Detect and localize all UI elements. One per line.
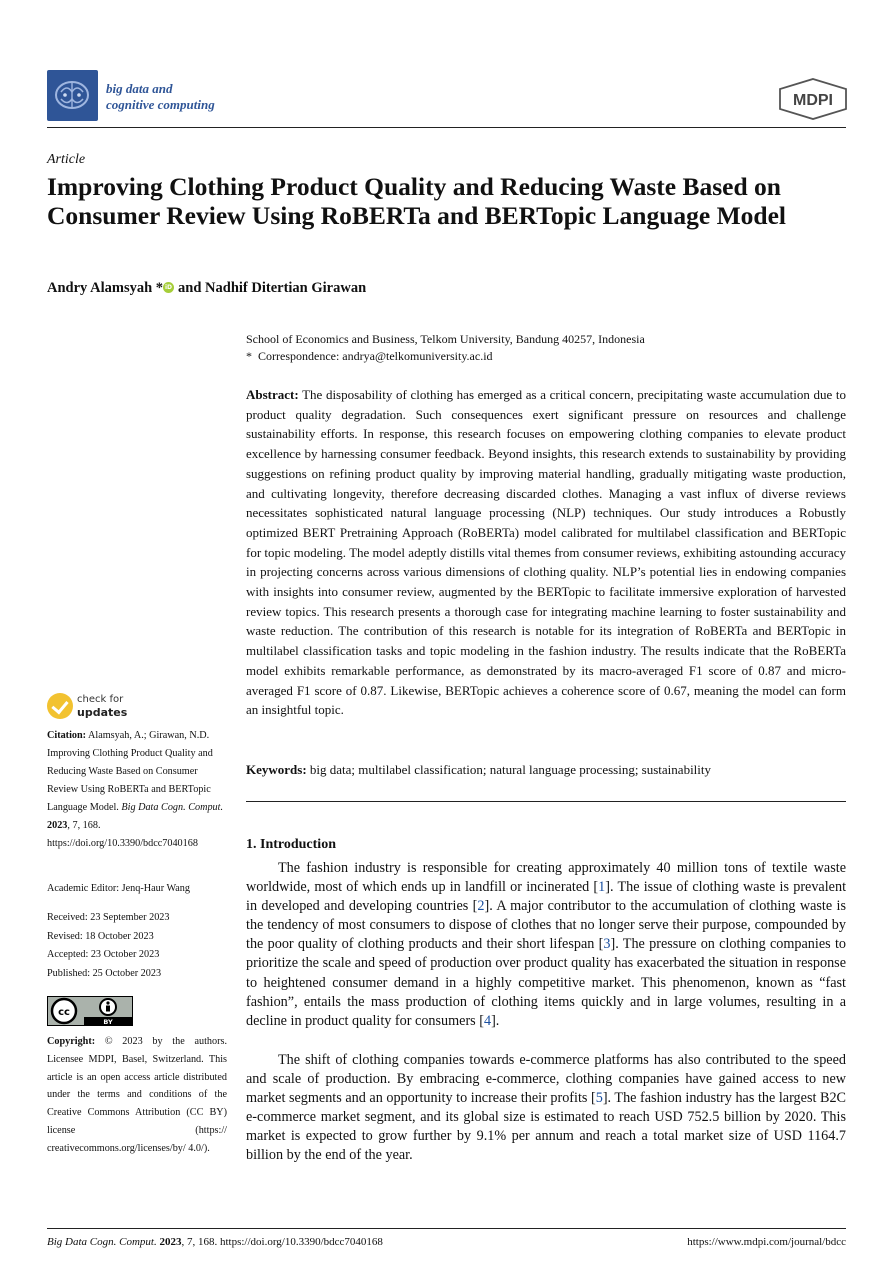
publication-dates	[47, 909, 227, 983]
correspondence	[246, 348, 846, 365]
reference-link-4[interactable]: 4	[483, 1012, 492, 1029]
correspondence-mark: *	[246, 348, 252, 363]
intro-paragraph-1	[246, 859, 846, 1031]
footer-doi[interactable]: , 7, 168. https://doi.org/10.3390/bdcc7040168	[181, 1236, 383, 1248]
svg-text:cc: cc	[58, 1007, 70, 1018]
abstract	[246, 385, 846, 720]
intro-text: ]. The issue of clothing waste is prevalent in developed and developing countries [	[246, 879, 847, 915]
keywords-text: big data; multilabel classification; natural language processing; sustainability	[309, 762, 712, 777]
article-type: Article	[47, 152, 86, 167]
brain-icon	[47, 70, 98, 121]
intro-paragraph-2	[246, 1051, 846, 1166]
footer-citation	[47, 1236, 383, 1248]
check-for-updates-button[interactable]	[47, 693, 187, 723]
intro-text: ]. The fashion industry has the largest B2C e-commerce market segment, and its global size is estimated to reach USD 752.5 billion by 2020. This market is expected to grow further by 9.1% per annum and reach a total market size of USD 1164.7 billion by the end of the year.	[246, 1090, 846, 1164]
reference-link-5[interactable]: 5	[595, 1090, 603, 1107]
creative-commons-icon	[47, 996, 133, 1026]
reference-link-2[interactable]: 2	[477, 898, 485, 915]
copyright-label: Copyright:	[47, 1036, 96, 1047]
footer-journal: Big Data Cogn. Comput.	[47, 1236, 157, 1248]
journal-logo	[47, 70, 98, 121]
intro-text: ].	[491, 1012, 500, 1029]
mdpi-logo-text: MDPI	[793, 92, 833, 109]
date-accepted: Accepted: 23 October 2023	[47, 949, 160, 960]
journal-name	[106, 81, 286, 113]
copyright-notice	[47, 1033, 227, 1158]
keywords-label: Keywords:	[246, 762, 307, 777]
citation-text: Alamsyah, A.; Girawan, N.D. Improving Clothing Product Quality and Reducing Waste Based on Consumer Review Using RoBERTa and BERTopic Language Model.	[47, 730, 213, 813]
author-1[interactable]: Andry Alamsyah *	[47, 280, 164, 296]
keywords	[246, 761, 846, 779]
section-heading-introduction: 1. Introduction	[246, 837, 336, 852]
abstract-text: The disposability of clothing has emerged as a critical concern, precipitating waste accumulation due to product quality degradation. Such consequences exert significant pressure on resources and challenge sustainability efforts. In response, this research focuses on empowering clothing companies to elevate product excellence by harnessing consumer feedback. Beyond insights, this research extends to sustainability by providing suggestions on refining product quality by improving material handling, gradually mitigating waste production, and cultivating longevity, therefore decreasing discarded clothes. Managing a vast influx of diverse reviews necessitates sophisticated natural language processing (NLP) techniques. Our study introduces a Robustly optimized BERT Pretraining Approach (RoBERTa) model calibrated for multilabel classification and BERTopic for topic modeling. The model adeptly distills vital themes from consumer reviews, exhibiting astounding accuracy in projecting concerns across various dimensions of clothing quality. NLP’s potential lies in endowing companies with insights into consumer review, augmented by the BERTopic to facilitate immersive exploration of harvested review topics. This research presents a thorough case for integrating machine learning to foster sustainability and waste reduction. The contribution of this research is notable for its integration of RoBERTa and BERTopic in multilabel classification tasks and topic modeling in the fashion industry. The results indicate that the RoBERTa model exhibits remarkable performance, as demonstrated by its macro-averaged F1 score of 0.87 and micro-averaged F1 score of 0.87. Likewise, BERTopic achieves a coherence score of 0.67, meaning the model can form an insightful topic.	[246, 387, 846, 718]
abstract-label: Abstract:	[246, 387, 299, 402]
academic-editor: Academic Editor: Jenq-Haur Wang	[47, 883, 190, 894]
mdpi-logo[interactable]	[778, 78, 848, 120]
intro-text: ]. A major contributor to the accumulation of clothing waste is the tendency of most consumers to dispose of clothes that no longer serve their purpose, compounded by the poor quality of clothing products and their short lifespan [	[246, 898, 846, 953]
correspondence-text[interactable]: Correspondence: andrya@telkomuniversity.ac.id	[258, 348, 493, 363]
cc-by-license-badge[interactable]	[47, 996, 133, 1026]
citation-doi[interactable]: , 7, 168. https://doi.org/10.3390/bdcc7040168	[47, 820, 198, 849]
affiliation-block	[246, 331, 846, 364]
citation-block	[47, 727, 227, 853]
orcid-icon[interactable]: iD	[165, 284, 173, 291]
journal-name-line1: big data and	[106, 81, 173, 96]
cc-badge-text: BY	[103, 1018, 113, 1026]
article-title: Improving Clothing Product Quality and Reducing Waste Based on Consumer Review Using RoBERTa and BERTopic Language Model	[47, 172, 787, 230]
footer-divider	[47, 1228, 846, 1229]
intro-text: The shift of clothing companies towards e-commerce platforms has also contributed to the speed and scale of production. By embracing e-commerce, clothing companies have gained access to new market segments and an opportunity to increase their profits [	[246, 1052, 846, 1107]
citation-label: Citation:	[47, 730, 87, 741]
authors	[47, 280, 366, 297]
footer-year: 2023	[159, 1236, 182, 1248]
citation-journal: Big Data Cogn. Comput.	[121, 802, 224, 813]
header-divider	[47, 127, 846, 128]
copyright-text: © 2023 by the authors. Licensee MDPI, Basel, Switzerland. This article is an open access article distributed under the terms and conditions of the Creative Commons Attribution (CC BY) license (https:// creativecommons.org/licenses/by/ 4.0/).	[47, 1036, 227, 1154]
check-updates-line1: check for	[77, 694, 124, 705]
reference-link-3[interactable]: 3	[603, 936, 611, 953]
date-revised: Revised: 18 October 2023	[47, 930, 154, 942]
affiliation: School of Economics and Business, Telkom University, Bandung 40257, Indonesia	[246, 332, 645, 346]
reference-link-1[interactable]: 1	[598, 879, 606, 896]
intro-text: The fashion industry is responsible for creating approximately 40 million tons of textile waste worldwide, most of which ends up in landfill or incinerated [	[246, 860, 846, 896]
check-mark-icon	[47, 693, 73, 719]
citation-year: 2023	[47, 820, 68, 831]
check-updates-line2: updates	[77, 706, 128, 719]
mdpi-hexagon-icon	[778, 78, 848, 120]
footer-journal-url[interactable]: https://www.mdpi.com/journal/bdcc	[687, 1236, 846, 1248]
keywords-divider	[246, 801, 846, 802]
journal-name-line2: cognitive computing	[106, 97, 215, 112]
intro-text: ]. The pressure on clothing companies to prioritize the scale and speed of production over product quality has exacerbated the situation in response to heightened consumer demand in a highly competitive market. This phenomenon, known as “fast fashion”, entails the mass production of clothing items quickly and in large volumes, resulting in a decline in product quality for consumers [	[246, 936, 846, 1029]
author-2[interactable]: and Nadhif Ditertian Girawan	[178, 280, 367, 296]
date-published: Published: 25 October 2023	[47, 967, 162, 979]
date-received: Received: 23 September 2023	[47, 912, 170, 923]
